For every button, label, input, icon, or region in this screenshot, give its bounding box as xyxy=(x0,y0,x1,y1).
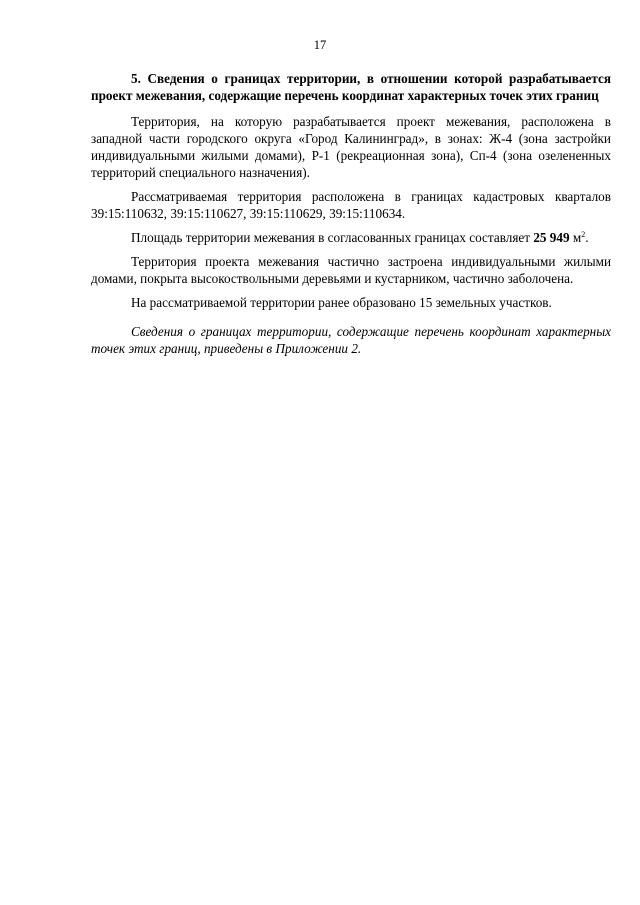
area-value: 25 949 xyxy=(533,230,570,245)
paragraph-location: Территория, на которую разрабатывается проект межевания, расположена в западной части городского округа «Город Калининград», в зонах: Ж-4 (зона застройки индивидуальными жилыми домами), Р-1 (рекреационная зона), Сп-4 (зона озелененных территорий специального назначения). xyxy=(91,114,611,180)
paragraph-area xyxy=(91,229,611,246)
paragraph-development: Территория проекта межевания частично застроена индивидуальными жилыми домами, покрыта высокоствольными деревьями и кустарником, частично заболочена. xyxy=(91,254,611,286)
area-text: Площадь территории межевания в согласованных границах составляет xyxy=(131,230,531,245)
paragraph-land-plots: На рассматриваемой территории ранее образовано 15 земельных участков. xyxy=(131,295,552,310)
document-body xyxy=(91,70,611,364)
paragraph-cadastral-quarters: Рассматриваемая территория расположена в границах кадастровых кварталов 39:15:110632, 39:15:110627, 39:15:110629, 39:15:110634. xyxy=(91,189,611,221)
area-unit-superscript: 2 xyxy=(581,230,586,239)
appendix-reference-note: Сведения о границах территории, содержащие перечень координат характерных точек этих границ, приведены в Приложении 2. xyxy=(91,324,611,356)
page-number: 17 xyxy=(313,38,327,52)
area-unit: м xyxy=(572,230,582,245)
area-period: . xyxy=(585,230,589,245)
section-heading: 5. Сведения о границах территории, в отношении которой разрабатывается проект межевания, содержащие перечень координат характерных точек этих границ xyxy=(91,71,611,103)
